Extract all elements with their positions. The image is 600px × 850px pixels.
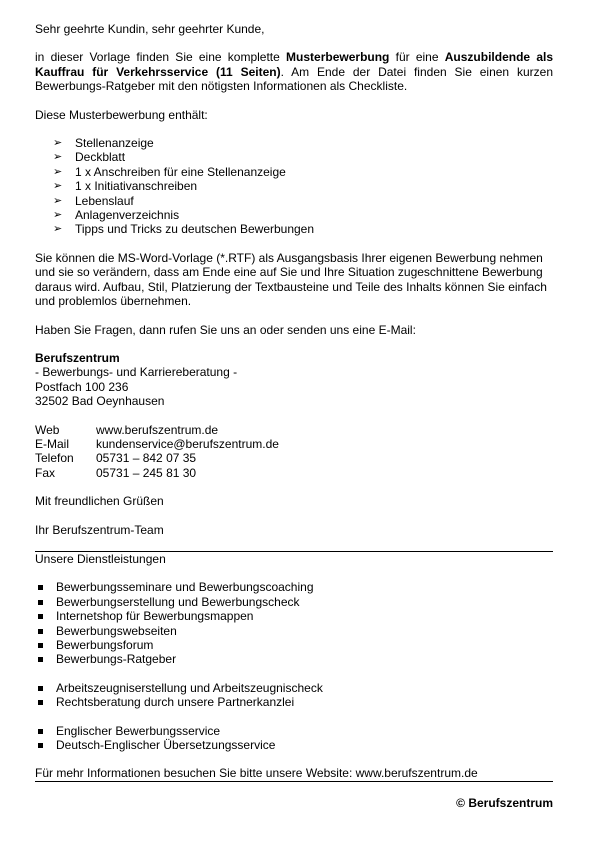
- intro-text-1: in dieser Vorlage finden Sie eine komplette: [35, 50, 287, 65]
- company-city: 32502 Bad Oeynhausen: [35, 394, 165, 409]
- intro-bold-2: Auszubildende als Kauffrau für Verkehrsservice (11 Seiten): [35, 50, 554, 79]
- contact-row-web: [35, 423, 553, 437]
- document-page: [35, 22, 553, 810]
- contact-value: 05731 – 842 07 35: [96, 451, 197, 466]
- company-subtitle: - Bewerbungs- und Karriereberatung -: [35, 365, 238, 380]
- contact-row-fax: [35, 466, 553, 480]
- email-link[interactable]: kundenservice@berufszentrum.de: [96, 436, 279, 451]
- list-item: ➢ Anlagenverzeichnis: [53, 208, 553, 222]
- services-list-1: [35, 580, 553, 666]
- company-name: [35, 351, 553, 365]
- contact-row-phone: [35, 451, 553, 465]
- list-item: ➢ Deckblatt: [53, 150, 553, 164]
- contents-heading: Diese Musterbewerbung enthält:: [35, 107, 208, 122]
- company-postbox: Postfach 100 236: [35, 379, 129, 394]
- list-item: Bewerbungswebseiten: [35, 624, 553, 638]
- contact-label: Fax: [35, 465, 56, 480]
- intro-paragraph: [35, 50, 553, 93]
- services-list-3: [35, 724, 553, 753]
- contact-label: Web: [35, 422, 60, 437]
- intro-text-2: für eine: [389, 50, 445, 65]
- list-item: Deutsch-Englischer Übersetzungsservice: [35, 738, 553, 752]
- intro-bold-1: Musterbewerbung: [286, 50, 390, 65]
- website-link[interactable]: www.berufszentrum.de: [96, 422, 219, 437]
- services-heading: Unsere Dienstleistungen: [35, 551, 166, 566]
- contents-list: [35, 136, 553, 237]
- intro-text-3: . Am Ende der Datei finden Sie einen kurzen Bewerbungs-Ratgeber mit den nötigsten Informationen als Checkliste.: [35, 64, 553, 94]
- copyright: © Berufszentrum: [456, 795, 553, 810]
- list-item: Arbeitszeugniserstellung und Arbeitszeugnischeck: [35, 681, 553, 695]
- contact-table: [35, 423, 553, 481]
- list-item: Bewerbungsforum: [35, 638, 553, 652]
- list-item: ➢ Lebenslauf: [53, 194, 553, 208]
- list-item: ➢ Stellenanzeige: [53, 136, 553, 150]
- signature: Ihr Berufszentrum-Team: [35, 522, 164, 537]
- more-info: Für mehr Informationen besuchen Sie bitte unsere Website: www.berufszentrum.de: [35, 766, 478, 781]
- contact-value: 05731 – 245 81 30: [96, 465, 197, 480]
- closing: Mit freundlichen Grüßen: [35, 494, 164, 509]
- list-item: ➢ 1 x Initiativanschreiben: [53, 179, 553, 193]
- usage-paragraph: Sie können die MS-Word-Vorlage (*.RTF) als Ausgangsbasis Ihrer eigenen Bewerbung nehmen und sie so verändern, dass am Ende eine auf Sie und Ihre Situation zugeschnittene Bewerbung daraus wird. Aufbau, Stil, Platzierung der Textbausteine und Teile des Inhalts können Sie einfach und problemlos übernehmen.: [35, 250, 547, 309]
- contact-label: E-Mail: [35, 436, 70, 451]
- list-item: Bewerbungs-Ratgeber: [35, 652, 553, 666]
- greeting: Sehr geehrte Kundin, sehr geehrter Kunde,: [35, 22, 265, 36]
- list-item: Rechtsberatung durch unsere Partnerkanzlei: [35, 695, 553, 709]
- questions-paragraph: Haben Sie Fragen, dann rufen Sie uns an oder senden uns eine E-Mail:: [35, 322, 416, 337]
- company-name-bold: Berufszentrum: [35, 350, 120, 365]
- list-item: Englischer Bewerbungsservice: [35, 724, 553, 738]
- list-item: ➢ 1 x Anschreiben für eine Stellenanzeige: [53, 165, 553, 179]
- list-item: Bewerbungserstellung und Bewerbungscheck: [35, 595, 553, 609]
- list-item: ➢ Tipps und Tricks zu deutschen Bewerbungen: [53, 222, 553, 236]
- contact-row-email: [35, 437, 553, 451]
- services-list-2: [35, 681, 553, 710]
- contact-label: Telefon: [35, 451, 74, 466]
- list-item: Internetshop für Bewerbungsmappen: [35, 609, 553, 623]
- list-item: Bewerbungsseminare und Bewerbungscoaching: [35, 580, 553, 594]
